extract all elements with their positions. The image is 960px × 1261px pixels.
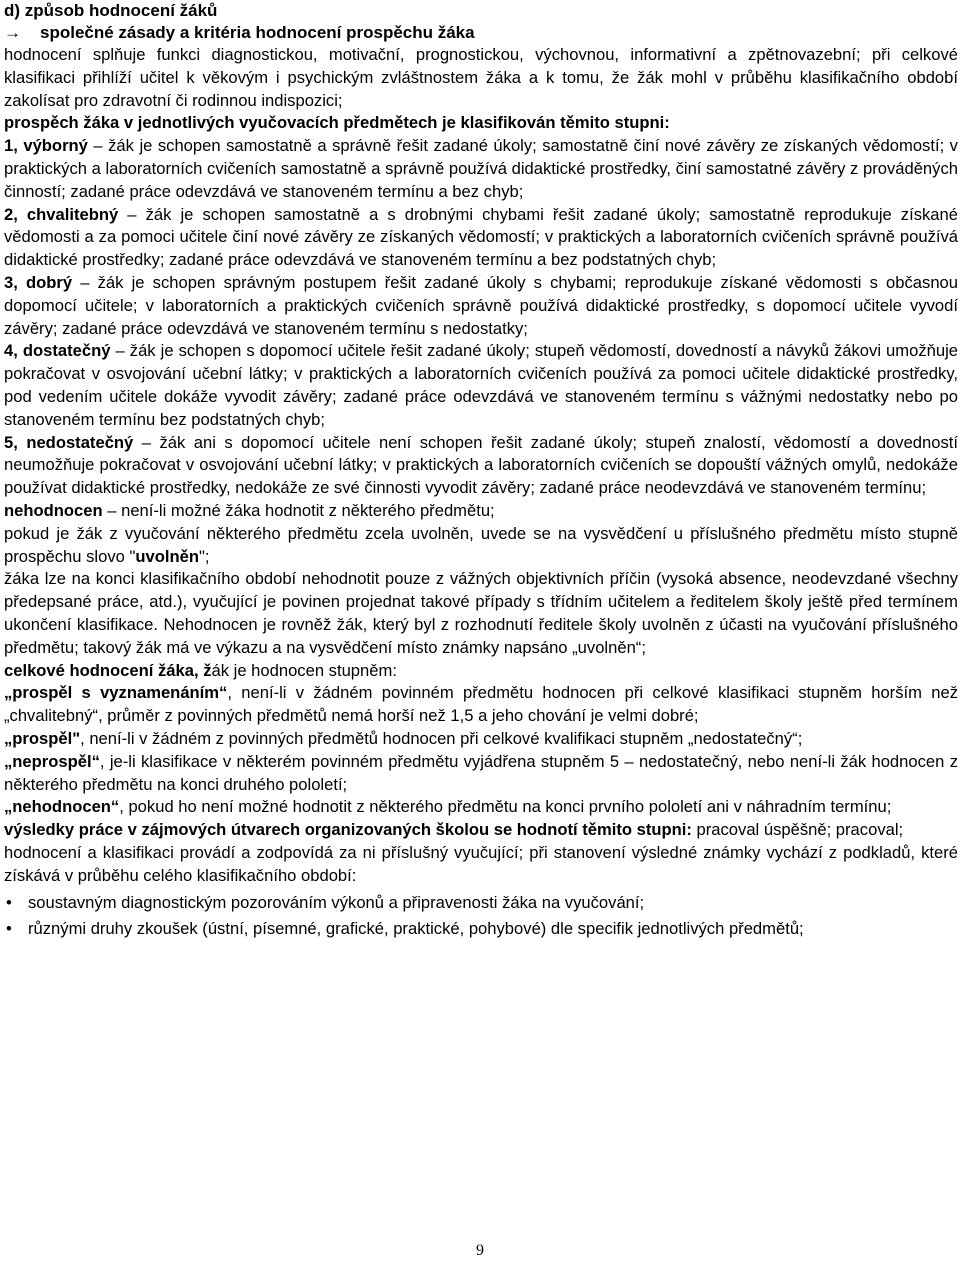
- bullet-item: [4, 891, 958, 915]
- paragraph: [4, 819, 958, 842]
- bullet-text: různými druhy zkoušek (ústní, písemné, grafické, praktické, pohybové) dle specifik jednotlivých předmětů;: [28, 919, 804, 939]
- bullet-icon: •: [6, 893, 12, 913]
- paragraph-text: – žák ani s dopomocí učitele není schopen řešit zadané úkoly; stupeň znalostí, vědomostí a dovedností neumožňuje pokračovat v osvojování učební látky; v praktických a laboratorních cvičeních se dopouští vážných omylů, nedokáže používat didaktické prostředky, nedokáže ze své činnosti vyvodit závěry; zadané práce neodevzdává ve stanoveném termínu;: [4, 432, 959, 498]
- paragraph-text: – žák je schopen samostatně a s drobnými chybami řešit zadané úkoly; samostatně reprodukuje získané vědomosti a za pomoci učitele činí nové závěry ze získaných vědomostí; v praktických a laboratorních cvičeních správně používá didaktické prostředky; zadané práce odevzdává ve stanoveném termínu a bez podstatných chyb;: [4, 204, 958, 270]
- paragraph-text: , není-li v žádném z povinných předmětů hodnocen při celkové kvalifikaci stupněm „nedostatečný“;: [80, 728, 803, 748]
- paragraph-text: – žák je schopen s dopomocí učitele řešit zadané úkoly; stupeň vědomostí, dovedností a návyků žákovi umožňuje pokračovat v osvojování učební látky; v praktických a laboratorních cvičeních používá za pomoci učitele didaktické prostředky, pod vedením učitele dokáže vyvodit závěry; zadané práce odevzdává ve stanoveném termínu s vážnými nedostatky nebo po stanoveném termínu bez podstatných chyb;: [4, 341, 958, 429]
- paragraph-bold-lead: výsledky práce v zájmových útvarech organizovaných školou se hodnotí těmito stupni:: [4, 820, 692, 840]
- paragraph-bold-lead: nehodnocen: [4, 500, 103, 520]
- paragraph: [4, 44, 958, 112]
- paragraph: [4, 842, 958, 888]
- paragraph-text: žáka lze na konci klasifikačního období nehodnotit pouze z vážných objektivních příčin (vysoká absence, neodevzdané všechny předepsané práce, atd.), vyučující je povinen projednat takové případy s třídním učitelem a ředitelem školy ještě před termínem ukončení klasifikace. Nehodnocen je rovněž žák, který byl z rozhodnutí ředitele školy uvolněn z účasti na vyučování příslušného předmětu; takový žák má ve výkazu a na vysvědčení místo známky napsáno „uvolněn“;: [4, 569, 958, 657]
- paragraph: [4, 796, 958, 819]
- paragraph: [4, 112, 958, 135]
- paragraph-bold-lead: 1, výborný: [4, 136, 88, 156]
- subsection-heading: [4, 22, 958, 44]
- paragraph: [4, 660, 958, 683]
- paragraph-bold-lead: „nehodnocen“: [4, 797, 120, 817]
- paragraph-text: ák je hodnocen stupněm:: [211, 660, 397, 680]
- paragraph-bold-lead: celkové hodnocení žáka, ž: [4, 660, 212, 680]
- paragraph-text: , je-li klasifikace v některém povinném předmětu vyjádřena stupněm 5 – nedostatečný, nebo není-li žák hodnocen z některého předmětu na konci druhého pololetí;: [4, 751, 958, 794]
- paragraph: [4, 728, 958, 751]
- paragraph-bold-lead: prospěch žáka v jednotlivých vyučovacích předmětech je klasifikován těmito stupni:: [4, 113, 670, 133]
- paragraph-text: – žák je schopen samostatně a správně řešit zadané úkoly; samostatně činí nové závěry ze získaných vědomostí; v praktických a laboratorních cvičeních samostatně a správně používá didaktické prostředky, činí samostatné závěry z prováděných činností; zadané práce odevzdává ve stanoveném termínu a bez chyb;: [4, 136, 958, 201]
- section-heading: d) způsob hodnocení žáků: [4, 1, 218, 20]
- page-number: 9: [476, 1242, 484, 1259]
- paragraph-bold-lead: „prospěl s vyznamenáním“: [4, 683, 228, 703]
- paragraph: [4, 568, 958, 659]
- paragraph: [4, 340, 958, 431]
- paragraph: [4, 272, 958, 340]
- paragraph-bold-tail: uvolněn: [135, 546, 199, 566]
- paragraph-text: pokud je žák z vyučování některého předmětu zcela uvolněn, uvede se na vysvědčení u příslušného předmětu místo stupně prospěchu slovo ": [4, 523, 958, 566]
- paragraph: [4, 432, 958, 500]
- bullet-icon: •: [6, 919, 12, 939]
- paragraph-bold-lead: 5, nedostatečný: [4, 432, 134, 452]
- arrow-icon: →: [4, 23, 21, 42]
- paragraph-bold-lead: „prospěl": [4, 728, 81, 748]
- paragraph-bold-lead: 3, dobrý: [4, 272, 73, 292]
- paragraph-text: , pokud ho není možné hodnotit z některého předmětu na konci prvního pololetí ani v náhradním termínu;: [119, 797, 892, 817]
- paragraph-text: – žák je schopen správným postupem řešit zadané úkoly s chybami; reprodukuje získané vědomosti s občasnou dopomocí učitele; v laboratorních a praktických cvičeních správně používá didaktické prostředky, s dopomocí učitele vyvodí závěry; zadané práce odevzdává ve stanoveném termínu s nedostatky;: [4, 272, 959, 338]
- paragraph-text: hodnocení splňuje funkci diagnostickou, motivační, prognostickou, výchovnou, informativní a zpětnovazební; při celkové klasifikaci přihlíží učitel k věkovým i psychickým zvláštnostem žáka a k tomu, že žák mohl v průběhu klasifikačního období zakolísat pro zdravotní či rodinnou indispozici;: [4, 45, 958, 110]
- subsection-heading-text: společné zásady a kritéria hodnocení prospěchu žáka: [40, 23, 475, 42]
- paragraph: [4, 682, 958, 728]
- paragraph-text: pracoval úspěšně; pracoval;: [691, 820, 904, 840]
- body-text: [4, 44, 958, 887]
- paragraph-bold-lead: 2, chvalitebný: [4, 204, 119, 224]
- paragraph: [4, 500, 958, 523]
- document-page: [4, 0, 958, 943]
- bullet-item: [4, 917, 958, 941]
- paragraph-text: , není-li v žádném povinném předmětu hodnocen při celkové klasifikaci stupněm horším než „chvalitebný“, průměr z povinných předmětů nemá horší než 1,5 a jeho chování je velmi dobré;: [4, 683, 958, 726]
- bullet-text: soustavným diagnostickým pozorováním výkonů a připravenosti žáka na vyučování;: [28, 893, 645, 913]
- paragraph: [4, 751, 958, 797]
- paragraph-text: – není-li možné žáka hodnotit z některého předmětu;: [102, 500, 495, 520]
- paragraph-bold-lead: 4, dostatečný: [4, 341, 111, 361]
- paragraph: [4, 204, 958, 272]
- bullet-list: [4, 891, 958, 941]
- paragraph: [4, 523, 958, 569]
- paragraph-text: hodnocení a klasifikaci provádí a zodpovídá za ni příslušný vyučující; při stanovení výsledné známky vychází z podkladů, které získává v průběhu celého klasifikačního období:: [4, 842, 958, 885]
- paragraph-tail: ";: [198, 546, 210, 566]
- paragraph: [4, 135, 958, 203]
- paragraph-bold-lead: „neprospěl“: [4, 751, 100, 771]
